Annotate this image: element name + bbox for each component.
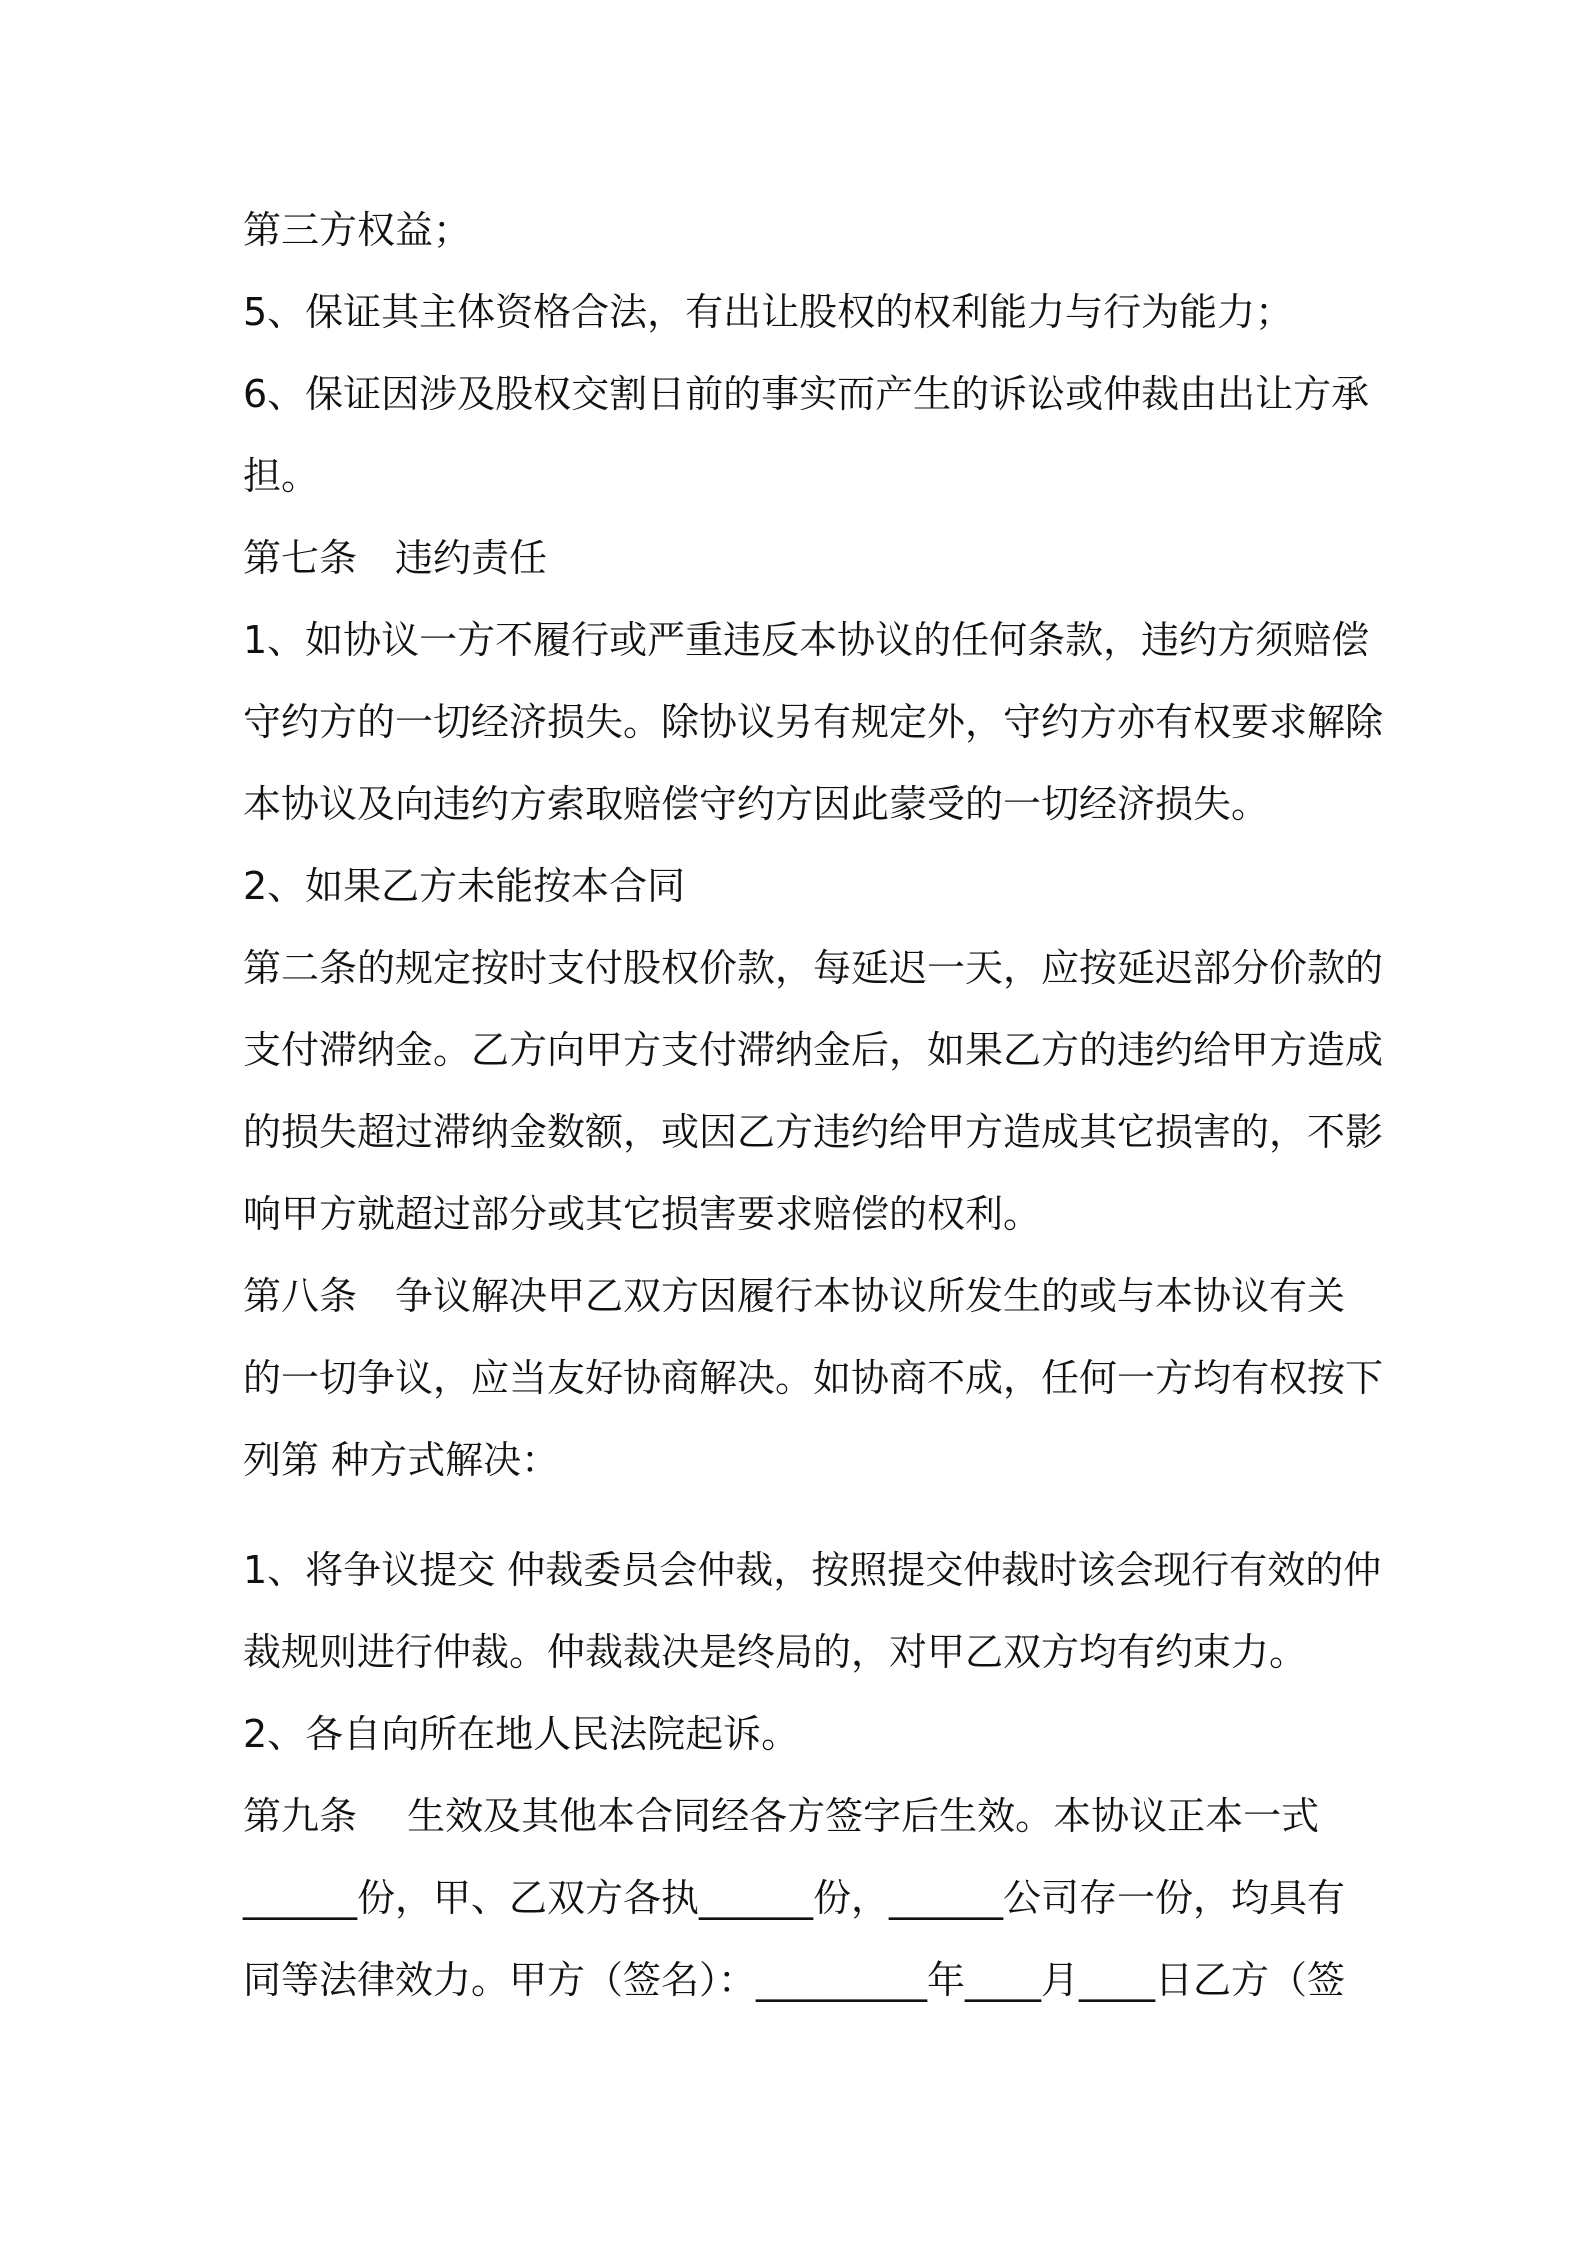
- text-line: 的损失超过滞纳金数额，或因乙方违约给甲方造成其它损害的，不影: [243, 1110, 1384, 1154]
- text-line: 第三方权益；: [243, 208, 472, 252]
- text-line: 2、各自向所在地人民法院起诉。: [243, 1712, 800, 1756]
- text-line: 裁规则进行仲裁。仲裁裁决是终局的，对甲乙双方均有约束力。: [243, 1630, 1308, 1674]
- section-heading: 第九条 生效及其他本合同经各方签字后生效。本协议正本一式: [243, 1794, 1320, 1838]
- text-line: 1、如协议一方不履行或严重违反本协议的任何条款，违约方须赔偿: [243, 618, 1370, 662]
- text-line: 第二条的规定按时支付股权价款，每延迟一天，应按延迟部分价款的: [243, 946, 1384, 990]
- text-line: 1、将争议提交 仲裁委员会仲裁，按照提交仲裁时该会现行有效的仲: [243, 1548, 1382, 1592]
- text-line: 担。: [243, 454, 320, 498]
- text-line: 2、如果乙方未能按本合同: [243, 864, 686, 908]
- section-heading: 第八条 争议解决甲乙双方因履行本协议所发生的或与本协议有关: [243, 1274, 1346, 1318]
- section-heading: 第七条 违约责任: [243, 536, 548, 580]
- text-line: ______份，甲、乙双方各执______份，______公司存一份，均具有: [243, 1876, 1346, 1920]
- text-line: 的一切争议，应当友好协商解决。如协商不成，任何一方均有权按下: [243, 1356, 1384, 1400]
- signature-line: 同等法律效力。甲方（签名）：_________年____月____日乙方（签: [243, 1958, 1346, 2002]
- text-line: 列第 种方式解决：: [243, 1438, 560, 1482]
- text-line: 5、保证其主体资格合法，有出让股权的权利能力与行为能力；: [243, 290, 1294, 334]
- text-line: 本协议及向违约方索取赔偿守约方因此蒙受的一切经济损失。: [243, 782, 1270, 826]
- text-line: 守约方的一切经济损失。除协议另有规定外，守约方亦有权要求解除: [243, 700, 1384, 744]
- text-line: 支付滞纳金。乙方向甲方支付滞纳金后，如果乙方的违约给甲方造成: [243, 1028, 1384, 1072]
- text-line: 6、保证因涉及股权交割日前的事实而产生的诉讼或仲裁由出让方承: [243, 372, 1370, 416]
- text-line: 响甲方就超过部分或其它损害要求赔偿的权利。: [243, 1192, 1042, 1236]
